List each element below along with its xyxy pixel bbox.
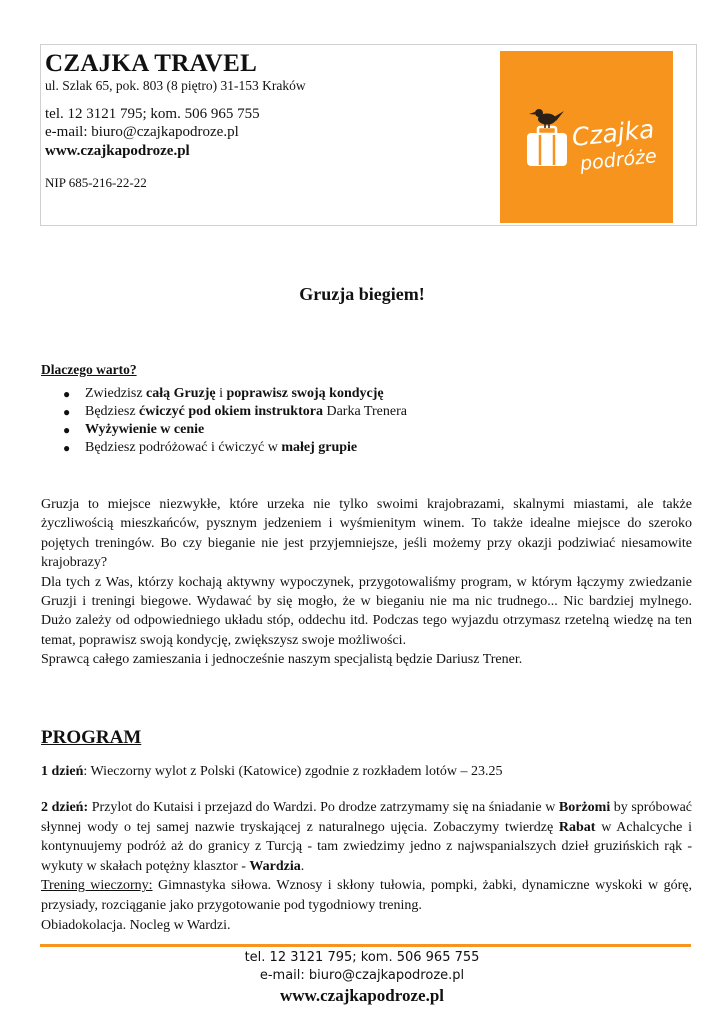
company-website[interactable]: www.czajkapodroze.pl	[45, 143, 190, 159]
bullet-icon: ●	[63, 441, 71, 455]
logo-text-podroze: podróże	[579, 145, 658, 176]
letterhead	[40, 44, 697, 226]
footer-phone: tel. 12 3121 795; kom. 506 965 755	[244, 950, 480, 965]
list-item: ● Będziesz ćwiczyć pod okiem instruktora Darka Trenera	[63, 404, 407, 419]
page-footer	[0, 949, 724, 1007]
company-nip: NIP 685-216-22-22	[45, 175, 147, 190]
program-heading: PROGRAM	[41, 727, 142, 748]
company-email: e-mail: biuro@czajkapodroze.pl	[45, 124, 239, 140]
training-note: Trening wieczorny: Gimnastyka siłowa. Wznosy i skłony tułowia, pompki, żabki, dynamiczne wyskoki w górę, przysiady, rozciąganie jako przygotowanie pod tygodniowy trening.	[41, 878, 692, 913]
company-address: ul. Szlak 65, pok. 803 (8 piętro) 31-153 Kraków	[45, 78, 306, 93]
bullet-icon: ●	[63, 405, 71, 419]
bird-icon	[529, 109, 564, 128]
list-item: ● Wyżywienie w cenie	[63, 422, 205, 437]
intro-paragraph-1: Gruzja to miejsce niezwykłe, które urzeka nie tylko swoimi krajobrazami, skalnymi miastami, ale także życzliwością mieszkańców, pysznym jedzeniem i wyśmienitym winem. To także idealne miejsce do szeroko pojętych treningów. Bo czy bieganie nie jest przyjemniejsze, jeśli możemy przy okazji podziwiać niesamowite krajobrazy?	[41, 497, 692, 571]
intro-text	[41, 495, 692, 670]
day-2-end: Obiadokolacja. Nocleg w Wardzi.	[41, 917, 231, 933]
logo-text-czajka: Czajka	[570, 114, 656, 152]
intro-paragraph-2: Dla tych z Was, którzy kochają aktywny wypoczynek, przygotowaliśmy program, w którym łączymy zwiedzanie Gruzji i treningi biegowe. Wydawać by się mogło, że w bieganiu nie ma nic trudnego... Nic bardziej mylnego. Dużo zależy od odpowiedniego układu stóp, oddechu itd. Podczas tego wyjazdu otrzymasz rzetelną wiedzę na ten temat, poprawisz swoją kondycję, zwiększysz swoje możliwości.	[41, 574, 692, 648]
company-info	[45, 51, 306, 191]
intro-paragraph-3: Sprawcą całego zamieszania i jednocześnie naszym specjalistą będzie Dariusz Trener.	[41, 652, 523, 668]
footer-website[interactable]: www.czajkapodroze.pl	[279, 986, 444, 1005]
why-list	[63, 385, 663, 457]
page-title: Gruzja biegiem!	[299, 284, 425, 304]
program-day-2: 2 dzień: Przylot do Kutaisi i przejazd do Wardzi. Po drodze zatrzymamy się na śniadanie w Borżomi by spróbować słynnej wody o tej samej nazwie tryskającej z naturalnego ujęcia. Zobaczymy twierdzę Rabat w Achalcyche i kontynuujemy podróż aż do granicy z Turcją - tam zwiedzimy jedno z najwspanialszych dzieł gruzińskich rąk - wykuty w skałach potężny klasztor - Wardzia. Trening wieczorny: Gimnastyka siłowa. Wznosy i skłony tułowia, pompki, żabki, dynamiczne wyskoki w górę, przysiady, rozciąganie jako przygotowanie pod tygodniowy trening. Obiadokolacja. Nocleg w Wardzi.	[41, 798, 692, 935]
bullet-icon: ●	[63, 387, 71, 401]
logo-graphic	[500, 51, 673, 223]
company-name: CZAJKA TRAVEL	[45, 50, 258, 77]
program-day-1: 1 dzień: Wieczorny wylot z Polski (Katowice) zgodnie z rozkładem lotów – 23.25	[41, 764, 503, 779]
company-logo	[500, 51, 673, 223]
list-item: ● Będziesz podróżować i ćwiczyć w małej grupie	[63, 440, 358, 455]
footer-divider	[40, 944, 691, 947]
footer-email: e-mail: biuro@czajkapodroze.pl	[259, 968, 465, 983]
company-phone: tel. 12 3121 795; kom. 506 965 755	[45, 106, 260, 122]
suitcase-icon	[527, 133, 567, 166]
why-heading: Dlaczego warto?	[41, 362, 137, 377]
bullet-icon: ●	[63, 423, 71, 437]
list-item: ● Zwiedzisz całą Gruzję i poprawisz swoją kondycję	[63, 386, 384, 401]
